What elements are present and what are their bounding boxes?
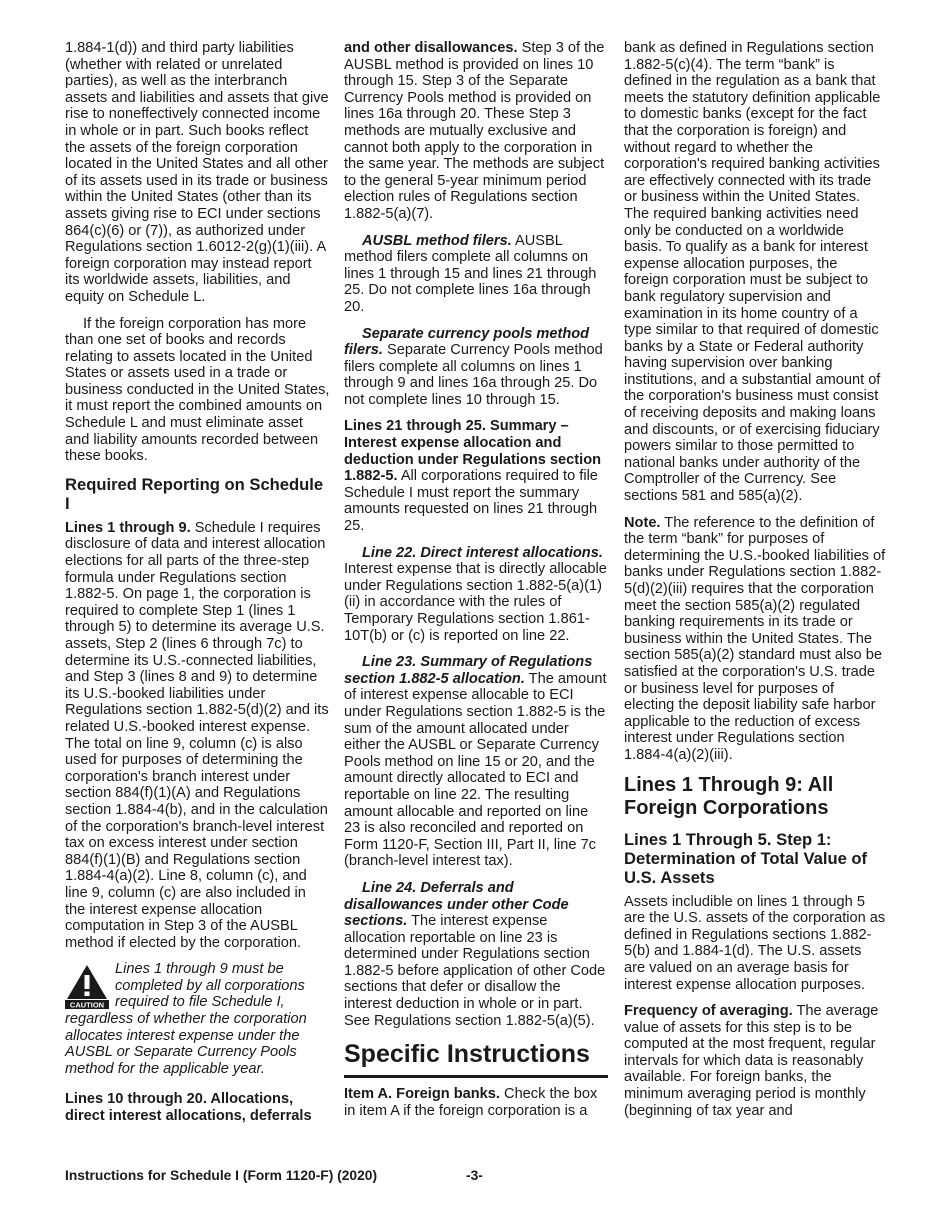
paragraph — [344, 654, 608, 870]
column-right — [624, 40, 886, 1129]
paragraph-lead: Lines 10 through 20. Allocations, direct interest allocations, deferrals — [65, 1091, 312, 1125]
paragraph-body: Schedule I requires disclosure of data and interest allocation elections for all parts of the three-step formula under Regulations section 1.882-5. On page 1, the corporation is required to complete Step 1 (lines 1 through 5) to determine its average U.S. assets, Step 2 (lines 6 through 7c) to determine its U.S.-connected liabilities, and Step 3 (lines 8 and 9) to determine its U.S.-booked liabilities under Regulations section 1.882-5(d)(2) and its related U.S.-booked interest expense. The total on line 9, column (c) is also used for purposes of determining the corporation's branch interest under section 884(f)(1)(A) and Regulations section 1.884-4(b), and in the calculation of the corporation's branch-level interest tax on excess interest under section 884(f)(1)(B) and Regulations section 1.884-4(a)(2). Line 8, column (c), and line 9, column (c) are also included in the interest expense allocation computation in Step 3 of the AUSBL method if elected by the corporation. — [65, 519, 329, 951]
paragraph — [344, 418, 608, 534]
note-lead: Note. — [624, 514, 661, 531]
paragraph — [344, 40, 608, 223]
paragraph-lead: Line 23. Summary of Regulations section 1.882-5 allocation. — [344, 654, 593, 687]
caution-icon — [65, 963, 109, 1009]
paragraph-body: Step 3 of the AUSBL method is provided on lines 10 through 15. Step 3 of the Separate Currency Pools method is provided on lines 16a through 20. These Step 3 methods are mutually exclusive and cannot both apply to the corporation in the same year. The methods are subject to the general 5-year minimum period election rules of Regulations section 1.882-5(a)(7). — [344, 40, 605, 222]
caution-text: Lines 1 through 9 must be completed by all corporations required to file Schedule I, regardless of whether the corporation allocates interest expense under the AUSBL or Separate Currency Pools method for the applicable year. — [65, 961, 307, 1077]
heading-lines-1-9: Lines 1 Through 9: All Foreign Corporations — [624, 773, 834, 819]
paragraph — [344, 545, 608, 645]
paragraph — [65, 520, 330, 951]
paragraph: bank as defined in Regulations section 1.882-5(c)(4). The term “bank” is defined in the regulation as a bank that meets the statutory definition applicable to domestic banks (except for the fact that the corporation is foreign) and without regard to whether the corporation's required banking activities are effectively connected with its trade or business within the United States. The required banking activities need only be conducted on a worldwide basis. To qualify as a bank for interest expense allocation purposes, the foreign corporation must be subject to bank regulatory supervision and examination in its home country of a type similar to that required of domestic banks by a State or Federal authority having supervision over banking institutions, and a substantial amount of the corporation's business must consist of receiving deposits and making loans and discounts, or of exercising fiduciary powers similar to those permitted to national banks under authority of the Comptroller of the Currency. See sections 581 and 585(a)(2). — [624, 40, 881, 505]
paragraph-lead: and other disallowances. — [344, 40, 518, 56]
column-left — [65, 40, 330, 1135]
paragraph-lead: Frequency of averaging. — [624, 1003, 793, 1020]
paragraph — [344, 326, 608, 409]
page-number: -3- — [466, 1168, 483, 1183]
note-body: The reference to the definition of the term “bank” for purposes of determining the U.S.-booked liabilities of banks under Regulations section 1.882-5(d)(2)(iii) requires that the corporation meet the section 585(a)(2) regulated banking requirements in its trade or business within the United States. The section 585(a)(2) standard must also be satisfied at the corporation's U.S. trade or business level for purposes of electing the deposit liability safe harbor applicable to the reduction of excess interest under Regulations section 1.884-4(a)(2)(iii). — [624, 514, 886, 763]
paragraph — [344, 1086, 608, 1119]
paragraph-body: AUSBL method filers complete all columns on lines 1 through 15 and lines 21 through 25. Do not complete lines 16a through 20. — [344, 232, 597, 315]
paragraph-lead: Line 22. Direct interest allocations. — [362, 544, 603, 561]
paragraph — [344, 233, 608, 316]
note-paragraph — [624, 515, 886, 764]
paragraph: 1.884-1(d)) and third party liabilities (whether with related or unrelated parties), as well as the interbranch assets and liabilities and assets that give rise to noneffectively connected income in whole or in part. Such books reflect the assets of the foreign corporation located in the United States and all other of its assets used in its trade or business within the United States (other than its assets giving rise to ECI under sections 864(c)(6) or (7)), as authorized under Regulations section 1.6012-2(g)(1)(iii). A foreign corporation may instead report its worldwide assets, liabilities, and equity on Schedule L. — [65, 40, 329, 305]
paragraph-lead: Lines 1 through 9. — [65, 519, 191, 536]
paragraph-lead: AUSBL method filers. — [362, 232, 512, 249]
paragraph: If the foreign corporation has more than one set of books and records relating to assets located in the United States or assets used in a trade or business conducted in the United States, it must report the combined amounts on Schedule L and must eliminate asset and liability amounts recorded between these books. — [65, 315, 330, 465]
paragraph-body: Check the box in item A if the foreign corporation is a — [344, 1086, 598, 1119]
footer-title: Instructions for Schedule I (Form 1120-F) (2020) — [65, 1168, 378, 1183]
column-middle — [344, 40, 608, 1129]
paragraph-body: The amount of interest expense allocable to ECI under Regulations section 1.882-5 is the sum of the amount allocated under either the AUSBL or Separate Currency Pools method on line 15 or 20, and the amount directly allocated to ECI and reportable on line 22. The resulting amount allocable and reported on line 23 is also reconciled and reported on Form 1120-F, Section III, Part II, line 7c (branch-level interest tax). — [344, 670, 607, 870]
paragraph-lead: Lines 21 through 25. Summary – Interest expense allocation and deduction under Regulations section 1.882-5. — [344, 418, 602, 485]
heading-specific-instructions: Specific Instructions — [344, 1039, 608, 1078]
paragraph — [65, 1091, 330, 1124]
caution-label: CAUTION — [69, 1000, 105, 1010]
heading-step-1: Lines 1 Through 5. Step 1: Determination of Total Value of U.S. Assets — [624, 829, 868, 887]
paragraph-body: Interest expense that is directly allocable under Regulations section 1.882-5(a)(1)(ii) in accordance with the rules of Temporary Regulations section 1.861-10T(b) or (c) is reported on line 22. — [344, 561, 607, 644]
paragraph: Assets includible on lines 1 through 5 are the U.S. assets of the corporation as defined in Regulations sections 1.882-5(b) and 1.884-1(d). The U.S. assets are valued on an average basis for interest expense allocation purposes. — [624, 893, 886, 993]
paragraph — [624, 1003, 886, 1119]
paragraph-lead: Separate currency pools method filers. — [344, 325, 590, 359]
paragraph-body: The interest expense allocation reportable on line 23 is determined under Regulations section 1.882-5 before application of other Code sections that defer or disallow the interest deduction in whole or in part. See Regulations section 1.882-5(a)(5). — [344, 913, 606, 1029]
heading-required-reporting: Required Reporting on Schedule I — [65, 474, 324, 513]
paragraph-body: The average value of assets for this step is to be computed at the most frequent, regular intervals for which data is reasonably available. For foreign banks, the minimum averaging period is monthly (beginning of tax year and — [624, 1003, 879, 1119]
paragraph — [344, 880, 608, 1029]
paragraph-body: All corporations required to file Schedule I must report the summary amounts requested on lines 21 through 25. — [344, 468, 598, 535]
paragraph-body: Separate Currency Pools method filers complete all columns on lines 1 through 9 and lines 16a through 25. Do not complete lines 10 through 15. — [344, 342, 603, 408]
paragraph-lead: Item A. Foreign banks. — [344, 1086, 500, 1103]
paragraph-lead: Line 24. Deferrals and disallowances under other Code sections. — [344, 879, 569, 930]
caution-note — [65, 961, 330, 1077]
